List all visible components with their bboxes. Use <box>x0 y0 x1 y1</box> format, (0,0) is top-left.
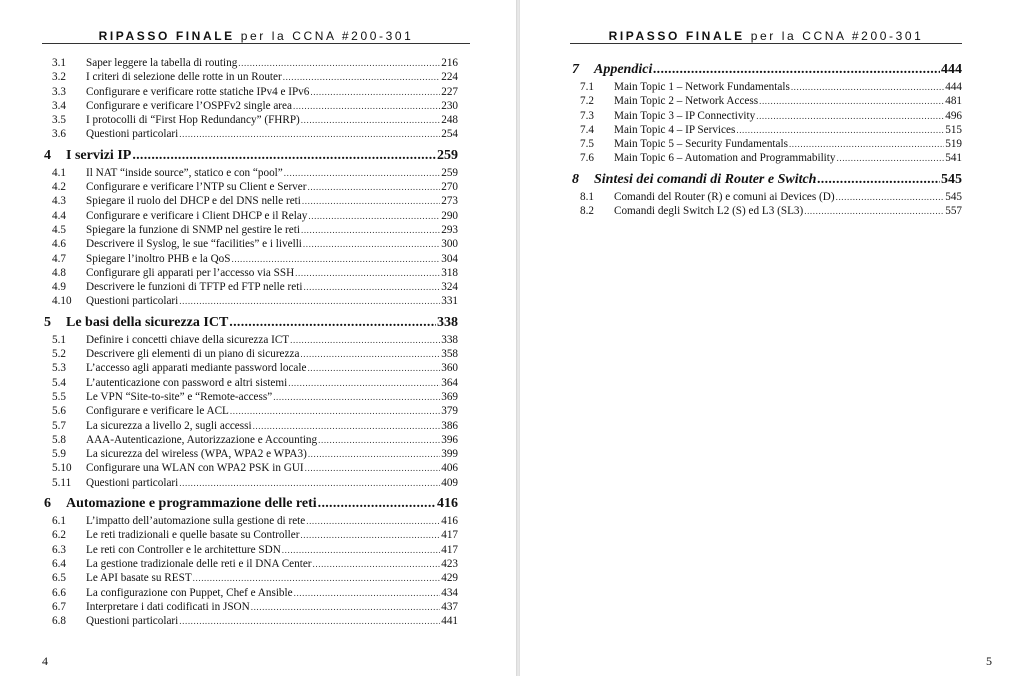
toc-title: Automazione e programmazione delle reti <box>66 496 317 512</box>
toc-page-number: 304 <box>441 252 458 265</box>
toc-entry[interactable] <box>42 433 458 447</box>
toc-entry[interactable] <box>42 70 458 84</box>
header-rule <box>42 43 470 44</box>
toc-number: 6 <box>44 496 51 512</box>
toc-page-number: 396 <box>441 433 458 446</box>
toc-entry[interactable] <box>42 571 458 585</box>
toc-leader-dots <box>288 376 440 390</box>
toc-title: Spiegare l’inoltro PHB e la QoS <box>86 252 231 265</box>
toc-leader-dots <box>307 180 440 194</box>
toc-page-number: 545 <box>941 171 962 187</box>
toc-leader-dots <box>193 571 441 585</box>
toc-entry[interactable] <box>570 123 962 137</box>
toc-title: Interpretare i dati codificati in JSON <box>86 600 250 613</box>
toc-entry[interactable] <box>42 390 458 404</box>
toc-title: AAA-Autenticazione, Autorizzazione e Accounting <box>86 433 318 446</box>
toc-page-number: 496 <box>945 109 962 122</box>
toc-title: Comandi del Router (R) e comuni ai Devices (D) <box>614 190 835 203</box>
toc-page-number: 338 <box>437 314 458 330</box>
toc-number: 5 <box>44 314 51 330</box>
toc-page-number: 360 <box>441 362 458 375</box>
toc-entry[interactable] <box>42 166 458 180</box>
toc-leader-dots <box>179 294 440 308</box>
toc-number: 5.10 <box>52 462 72 475</box>
toc-number: 5.8 <box>52 433 66 446</box>
toc-page-number: 358 <box>441 348 458 361</box>
toc-number: 6.2 <box>52 529 66 542</box>
toc-leader-dots <box>313 557 441 571</box>
toc-leader-dots <box>306 514 440 528</box>
toc-entry[interactable] <box>42 600 458 614</box>
toc-entry[interactable] <box>42 99 458 113</box>
toc-number: 3.6 <box>52 128 66 141</box>
toc-leader-dots <box>253 419 441 433</box>
toc-number: 4.3 <box>52 195 66 208</box>
toc-number: 6.4 <box>52 557 66 570</box>
toc-entry[interactable] <box>42 252 458 266</box>
toc-entry[interactable] <box>42 404 458 418</box>
toc-page-number: 441 <box>441 615 458 628</box>
toc-number: 5.1 <box>52 333 66 346</box>
running-header <box>42 28 470 44</box>
toc-entry[interactable] <box>42 85 458 99</box>
toc-page-number: 259 <box>441 166 458 179</box>
toc-page-number: 227 <box>441 85 458 98</box>
toc-page-number: 515 <box>945 123 962 136</box>
toc-entry[interactable] <box>42 56 458 70</box>
toc-number: 4.9 <box>52 281 66 294</box>
toc-title: Main Topic 4 – IP Services <box>614 123 736 136</box>
toc-title: Questioni particolari <box>86 128 179 141</box>
toc-leader-dots <box>238 56 440 70</box>
running-header-rest: per la CCNA #200-301 <box>240 29 414 43</box>
toc-number: 6.5 <box>52 572 66 585</box>
running-header-bold: RIPASSO FINALE <box>608 29 745 43</box>
toc-entry[interactable] <box>42 347 458 361</box>
toc-leader-dots <box>179 614 440 628</box>
toc-number: 5.6 <box>52 405 66 418</box>
right-page <box>520 0 1024 676</box>
toc-title: I criteri di selezione delle rotte in un Router <box>86 71 282 84</box>
toc-title: Configurare e verificare l’NTP su Client e Server <box>86 181 307 194</box>
header-rule <box>570 43 962 44</box>
toc-page-number: 338 <box>441 333 458 346</box>
toc-entry[interactable] <box>570 80 962 94</box>
toc-leader-dots <box>295 266 440 280</box>
toc-page-number: 290 <box>441 209 458 222</box>
toc-title: Comandi degli Switch L2 (S) ed L3 (SL3) <box>614 205 804 218</box>
toc-chapter[interactable] <box>42 314 458 332</box>
toc-title: Configurare e verificare l’OSPFv2 single area <box>86 99 292 112</box>
toc-number: 4.10 <box>52 295 72 308</box>
toc-number: 7.2 <box>580 95 594 108</box>
toc-number: 4.7 <box>52 252 66 265</box>
toc-page-number: 416 <box>437 496 458 512</box>
toc-page-number: 417 <box>441 529 458 542</box>
toc-leader-dots <box>804 204 944 218</box>
toc-entry[interactable] <box>42 528 458 542</box>
toc-leader-dots <box>230 404 440 418</box>
toc-title: Main Topic 1 – Network Fundamentals <box>614 81 790 93</box>
toc-leader-dots <box>293 99 440 113</box>
toc-leader-dots <box>294 586 441 600</box>
toc-title: Descrivere il Syslog, le sue “facilities” e i livelli <box>86 238 302 251</box>
toc-entry[interactable] <box>42 557 458 571</box>
toc-page-number: 409 <box>441 476 458 489</box>
toc-page-number: 364 <box>441 376 458 389</box>
toc-chapter[interactable] <box>42 495 458 513</box>
toc-leader-dots <box>232 252 441 266</box>
toc-entry[interactable] <box>570 94 962 108</box>
toc-number: 6.6 <box>52 586 66 599</box>
toc-page-number: 519 <box>945 138 962 151</box>
toc-number: 5.2 <box>52 348 66 361</box>
toc-title: Il NAT “inside source”, statico e con “pool” <box>86 166 283 179</box>
toc-leader-dots <box>318 495 436 513</box>
toc-entry[interactable] <box>42 447 458 461</box>
toc-title: Sintesi dei comandi di Router e Switch <box>594 171 817 187</box>
toc-number: 3.2 <box>52 71 66 84</box>
toc-entry[interactable] <box>42 180 458 194</box>
table-of-contents <box>570 56 962 218</box>
toc-page-number: 444 <box>941 62 962 77</box>
toc-leader-dots <box>251 600 441 614</box>
toc-page-number: 324 <box>441 281 458 294</box>
toc-title: La gestione tradizionale delle reti e il DNA Center <box>86 557 312 570</box>
toc-entry[interactable] <box>42 461 458 475</box>
toc-title: Appendici <box>594 62 653 77</box>
toc-page-number: 429 <box>441 572 458 585</box>
toc-title: Spiegare il ruolo del DHCP e del DNS nelle reti <box>86 195 301 208</box>
toc-page-number: 293 <box>441 223 458 236</box>
toc-number: 4.5 <box>52 223 66 236</box>
toc-page-number: 369 <box>441 390 458 403</box>
toc-entry[interactable] <box>42 514 458 528</box>
toc-leader-dots <box>303 280 440 294</box>
toc-page-number: 541 <box>945 152 962 165</box>
toc-page-number: 379 <box>441 405 458 418</box>
toc-entry[interactable] <box>42 333 458 347</box>
toc-title: Le reti tradizionali e quelle basate su Controller <box>86 529 300 542</box>
running-header-bold: RIPASSO FINALE <box>98 29 235 43</box>
toc-entry[interactable] <box>42 266 458 280</box>
toc-leader-dots <box>179 127 440 141</box>
toc-title: La sicurezza del wireless (WPA, WPA2 e WPA3) <box>86 448 307 461</box>
toc-leader-dots <box>301 113 440 127</box>
toc-leader-dots <box>756 109 944 123</box>
toc-entry[interactable] <box>42 419 458 433</box>
toc-chapter[interactable] <box>570 61 962 79</box>
toc-leader-dots <box>307 361 440 375</box>
toc-number: 3.5 <box>52 114 66 127</box>
toc-number: 6.3 <box>52 543 66 556</box>
toc-page-number: 417 <box>441 543 458 556</box>
toc-leader-dots <box>290 333 440 347</box>
toc-leader-dots <box>132 147 436 165</box>
toc-title: Descrivere le funzioni di TFTP ed FTP nelle reti <box>86 281 303 294</box>
toc-page-number: 259 <box>437 147 458 163</box>
toc-title: Le API basate su REST <box>86 572 192 585</box>
toc-leader-dots <box>789 137 944 151</box>
toc-number: 4.2 <box>52 181 66 194</box>
toc-page-number: 224 <box>441 71 458 84</box>
toc-number: 5.7 <box>52 419 66 432</box>
page-number: 5 <box>986 654 992 668</box>
toc-leader-dots <box>301 223 440 237</box>
toc-entry[interactable] <box>570 151 962 165</box>
toc-number: 8.2 <box>580 205 594 218</box>
toc-leader-dots <box>300 347 440 361</box>
toc-leader-dots <box>653 61 940 79</box>
toc-leader-dots <box>284 166 440 180</box>
toc-page-number: 545 <box>945 190 962 203</box>
toc-page-number: 481 <box>945 95 962 108</box>
toc-page-number: 557 <box>945 205 962 218</box>
toc-leader-dots <box>817 171 940 189</box>
toc-number: 3.4 <box>52 99 66 112</box>
toc-entry[interactable] <box>42 614 458 628</box>
toc-title: Questioni particolari <box>86 615 179 628</box>
toc-entry[interactable] <box>570 204 962 218</box>
toc-title: Main Topic 6 – Automation and Programmability <box>614 152 836 165</box>
toc-title: Le basi della sicurezza ICT <box>66 314 229 330</box>
toc-number: 5.11 <box>52 476 72 489</box>
toc-number: 5.3 <box>52 362 66 375</box>
toc-title: La sicurezza a livello 2, sugli accessi <box>86 419 252 432</box>
toc-title: Main Topic 3 – IP Connectivity <box>614 109 756 122</box>
toc-page-number: 399 <box>441 448 458 461</box>
toc-title: L’accesso agli apparati mediante password locale <box>86 362 307 375</box>
toc-entry[interactable] <box>42 376 458 390</box>
toc-page-number: 331 <box>441 295 458 308</box>
toc-page-number: 230 <box>441 99 458 112</box>
toc-entry[interactable] <box>570 190 962 204</box>
toc-leader-dots <box>303 237 440 251</box>
toc-entry[interactable] <box>42 194 458 208</box>
toc-leader-dots <box>302 194 440 208</box>
toc-number: 7 <box>572 62 579 77</box>
toc-page-number: 270 <box>441 181 458 194</box>
toc-number: 6.1 <box>52 515 66 528</box>
toc-leader-dots <box>318 433 440 447</box>
toc-number: 7.3 <box>580 109 594 122</box>
toc-number: 7.1 <box>580 81 594 93</box>
toc-page-number: 444 <box>945 81 962 93</box>
toc-title: Configurare e verificare le ACL <box>86 405 229 418</box>
toc-entry[interactable] <box>570 137 962 151</box>
running-header-rest: per la CCNA #200-301 <box>750 29 924 43</box>
toc-entry[interactable] <box>42 280 458 294</box>
toc-leader-dots <box>308 209 440 223</box>
toc-title: Saper leggere la tabella di routing <box>86 57 238 69</box>
toc-entry[interactable] <box>42 209 458 223</box>
toc-page-number: 386 <box>441 419 458 432</box>
toc-leader-dots <box>791 80 944 94</box>
toc-number: 6.8 <box>52 615 66 628</box>
toc-page-number: 437 <box>441 600 458 613</box>
toc-title: L’autenticazione con password e altri sistemi <box>86 376 288 389</box>
toc-title: Main Topic 5 – Security Fundamentals <box>614 138 788 151</box>
toc-title: Questioni particolari <box>86 295 179 308</box>
toc-number: 4.1 <box>52 166 66 179</box>
toc-title: Configurare gli apparati per l’accesso via SSH <box>86 266 295 279</box>
toc-entry[interactable] <box>42 237 458 251</box>
toc-number: 7.4 <box>580 123 594 136</box>
toc-leader-dots <box>229 314 436 332</box>
toc-number: 3.3 <box>52 85 66 98</box>
toc-entry[interactable] <box>42 127 458 141</box>
toc-title: Spiegare la funzione di SNMP nel gestire le reti <box>86 223 300 236</box>
toc-number: 4.6 <box>52 238 66 251</box>
toc-leader-dots <box>273 390 440 404</box>
toc-leader-dots <box>736 123 944 137</box>
toc-title: La configurazione con Puppet, Chef e Ansible <box>86 586 293 599</box>
toc-number: 7.6 <box>580 152 594 165</box>
toc-leader-dots <box>837 151 945 165</box>
toc-title: L’impatto dell’automazione sulla gestione di rete <box>86 515 306 528</box>
toc-page-number: 406 <box>441 462 458 475</box>
toc-title: Le VPN “Site-to-site” e “Remote-access” <box>86 390 273 403</box>
toc-title: Descrivere gli elementi di un piano di sicurezza <box>86 348 300 361</box>
toc-page-number: 273 <box>441 195 458 208</box>
toc-entry[interactable] <box>42 543 458 557</box>
toc-entry[interactable] <box>570 109 962 123</box>
toc-title: Main Topic 2 – Network Access <box>614 95 759 108</box>
toc-leader-dots <box>836 190 945 204</box>
toc-page-number: 423 <box>441 557 458 570</box>
toc-page-number: 416 <box>441 515 458 528</box>
page-number: 4 <box>42 654 48 668</box>
toc-title: Le reti con Controller e le architetture SDN <box>86 543 281 556</box>
toc-page-number: 300 <box>441 238 458 251</box>
toc-chapter[interactable] <box>42 147 458 165</box>
toc-number: 5.9 <box>52 448 66 461</box>
toc-number: 5.4 <box>52 376 66 389</box>
toc-entry[interactable] <box>42 113 458 127</box>
toc-title: Configurare una WLAN con WPA2 PSK in GUI <box>86 462 304 475</box>
toc-leader-dots <box>759 94 944 108</box>
toc-number: 3.1 <box>52 57 66 69</box>
toc-title: Questioni particolari <box>86 476 179 489</box>
toc-number: 5.5 <box>52 390 66 403</box>
toc-title: Configurare e verificare rotte statiche IPv4 e IPv6 <box>86 85 310 98</box>
toc-leader-dots <box>310 85 440 99</box>
toc-page-number: 248 <box>441 114 458 127</box>
toc-leader-dots <box>300 528 440 542</box>
toc-number: 4 <box>44 147 51 163</box>
running-header <box>570 28 962 44</box>
table-of-contents <box>42 56 458 628</box>
toc-entry[interactable] <box>42 223 458 237</box>
toc-entry[interactable] <box>42 586 458 600</box>
toc-leader-dots <box>179 476 440 490</box>
toc-page-number: 318 <box>441 266 458 279</box>
toc-leader-dots <box>305 461 441 475</box>
toc-page-number: 254 <box>441 128 458 141</box>
toc-number: 8.1 <box>580 190 594 203</box>
toc-entry[interactable] <box>42 294 458 308</box>
toc-chapter[interactable] <box>570 171 962 189</box>
toc-leader-dots <box>283 70 441 84</box>
toc-page-number: 216 <box>441 57 458 69</box>
toc-number: 4.4 <box>52 209 66 222</box>
toc-entry[interactable] <box>42 476 458 490</box>
toc-leader-dots <box>308 447 440 461</box>
toc-page-number: 434 <box>441 586 458 599</box>
toc-number: 4.8 <box>52 266 66 279</box>
toc-number: 8 <box>572 171 579 187</box>
toc-title: I protocolli di “First Hop Redundancy” (FHRP) <box>86 114 300 127</box>
toc-title: Configurare e verificare i Client DHCP e il Relay <box>86 209 308 222</box>
toc-number: 6.7 <box>52 600 66 613</box>
toc-title: Definire i concetti chiave della sicurezza ICT <box>86 333 290 346</box>
toc-title: I servizi IP <box>66 147 132 163</box>
toc-leader-dots <box>282 543 440 557</box>
toc-number: 7.5 <box>580 138 594 151</box>
toc-entry[interactable] <box>42 361 458 375</box>
